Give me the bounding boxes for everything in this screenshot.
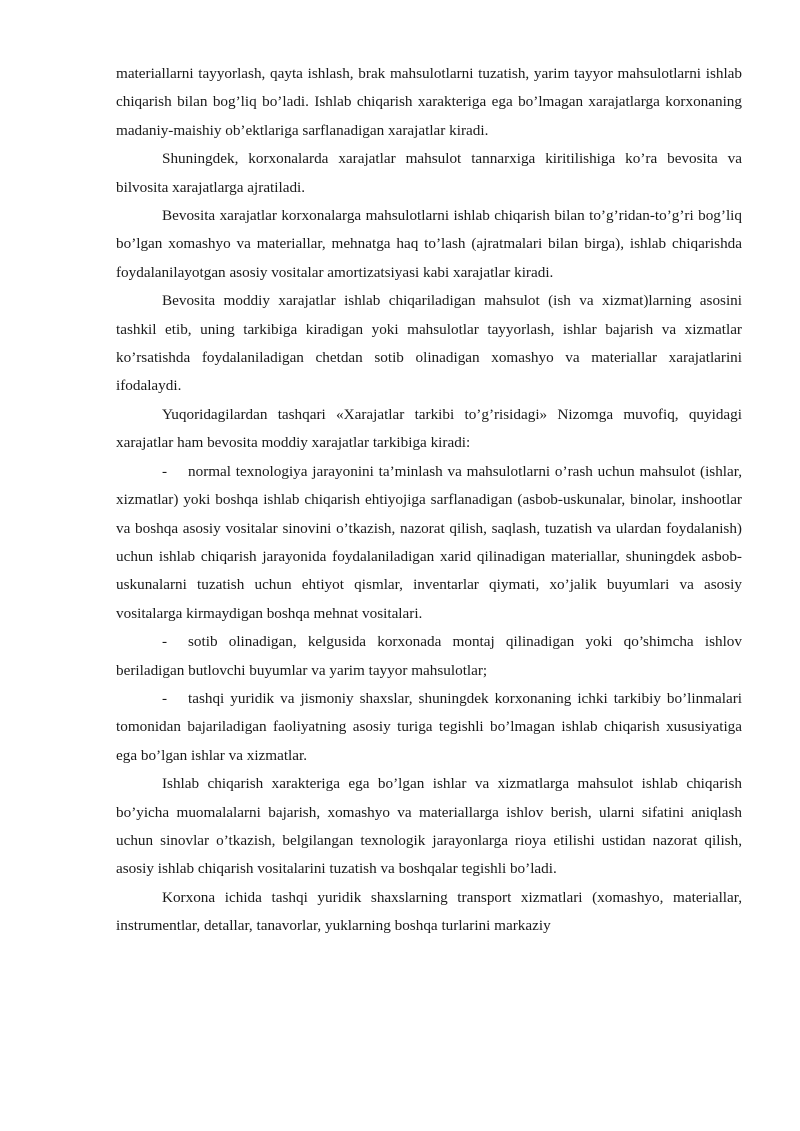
- paragraph-regulation-intro: Yuqoridagilardan tashqari «Xarajatlar tarkibi to’g’risidagi» Nizomga muvofiq, quyidagi xarajatlar ham bevosita moddiy xarajatlar tarkibiga kiradi:: [116, 405, 742, 452]
- paragraph-continuation: materiallarni tayyorlash, qayta ishlash, brak mahsulotlarni tuzatish, yarim tayyor mahsulotlarni ishlab chiqarish bilan bog’liq bo’ladi. Ishlab chiqarish xarakteriga ega bo’lmagan xarajatlarga korxonaning madaniy-maishiy ob’ektlariga sarflanadigan xarajatlar kiradi.: [116, 65, 742, 139]
- list-item: [116, 628, 742, 685]
- paragraph-direct-material-costs: Bevosita moddiy xarajatlar ishlab chiqariladigan mahsulot (ish va xizmat)larning asosini tashkil etib, uning tarkibiga kiradigan yoki mahsulotlar tayyorlash, ishlar bajarish va xizmatlar ko’rsatishda foydalaniladigan chetdan sotib olinadigan xomashyo va materiallar xarajatlarini ifodalaydi.: [116, 292, 742, 395]
- list-item-text: normal texnologiya jarayonini ta’minlash va mahsulotlarni o’rash uchun mahsulot (ishlar, xizmatlar) yoki boshqa ishlab chiqarish ehtiyojiga sarflanadigan (asbob-uskunalar, binolar, inshootlar va boshqa asosiy vositalar sinovini o’tkazish, nazorat qilish, saqlash, tuzatish va ulardan foydalanish) uchun ishlab chiqarish jarayonida foydalaniladigan xarid qilinadigan materiallar, shuningdek asbob-uskunalarni tuzatish uchun ehtiyot qismlar, inventarlar qiymati, xo’jalik buyumlari va asosiy vositalarga kirmaydigan boshqa mehnat vositalari.: [116, 462, 742, 622]
- list-item: [116, 685, 742, 770]
- bullet-marker: -: [162, 633, 168, 651]
- list-item: [116, 458, 742, 628]
- bullet-marker: -: [162, 462, 168, 480]
- paragraph-production-services: Ishlab chiqarish xarakteriga ega bo’lgan ishlar va xizmatlarga mahsulot ishlab chiqarish bo’yicha muomalalarni bajarish, xomashyo va materiallarga ishlov berish, ularni sifatini aniqlash uchun sinovlar o’tkazish, belgilangan texnologik jarayonlarga rioya etilishi ustidan nazorat qilish, asosiy ishlab chiqarish vositalarini tuzatish va boshqalar tegishli bo’ladi.: [116, 775, 742, 878]
- list-item-text: sotib olinadigan, kelgusida korxonada montaj qilinadigan yoki qo’shimcha ishlov beriladigan butlovchi buyumlar va yarim tayyor mahsulotlar;: [116, 633, 742, 679]
- paragraph-direct-indirect-costs: Shuningdek, korxonalarda xarajatlar mahsulot tannarxiga kiritilishiga ko’ra bevosita va bilvosita xarajatlarga ajratiladi.: [116, 150, 742, 196]
- paragraph-transport-services: Korxona ichida tashqi yuridik shaxslarning transport xizmatlari (xomashyo, materiallar, instrumentlar, detallar, tanavorlar, yuklarning boshqa turlarini markaziy: [116, 888, 742, 935]
- document-page: [116, 60, 742, 941]
- bullet-marker: -: [162, 689, 168, 707]
- paragraph-direct-costs: Bevosita xarajatlar korxonalarga mahsulotlarni ishlab chiqarish bilan to’g’ridan-to’g’ri bog’liq bo’lgan xomashyo va materiallar, mehnatga haq to’lash (ajratmalari bilan birga), ishlab chiqarishda foydalanilayotgan asosiy vositalar amortizatsiyasi kabi xarajatlar kiradi.: [116, 207, 742, 281]
- list-item-text: tashqi yuridik va jismoniy shaxslar, shuningdek korxonaning ichki tarkibiy bo’linmalari tomonidan bajariladigan faoliyatning asosiy turiga tegishli bo’lmagan ishlab chiqarish xususiyatiga ega bo’lgan ishlar va xizmatlar.: [116, 689, 742, 764]
